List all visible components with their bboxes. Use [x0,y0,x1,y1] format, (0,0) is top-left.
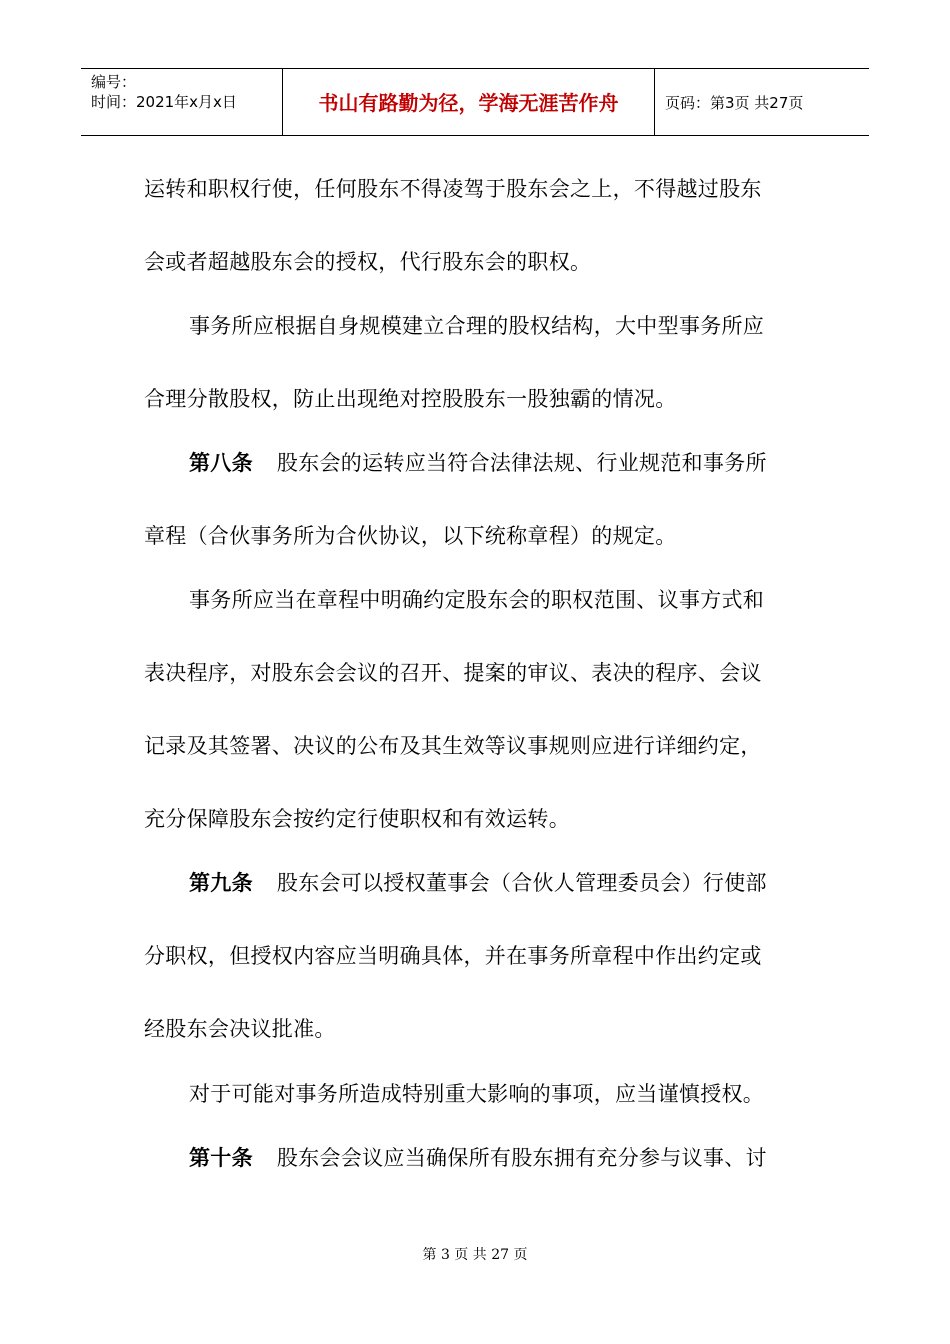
document-number-label: 编号： [91,73,137,91]
body-line: 分职权，但授权内容应当明确具体，并在事务所章程中作出约定或 [144,944,762,968]
body-line: 对于可能对事务所造成特别重大影响的事项，应当谨慎授权。 [189,1082,765,1106]
body-line: 会或者超越股东会的授权，代行股东会的职权。 [144,250,592,274]
body-line: 事务所应根据自身规模建立合理的股权结构，大中型事务所应 [189,314,765,338]
body-line: 章程（合伙事务所为合伙协议，以下统称章程）的规定。 [144,524,677,548]
header-page-cell [655,69,869,135]
document-header [81,68,869,136]
page-footer: 第 3 页 共 27 页 [422,1247,528,1263]
body-line: 记录及其签署、决议的公布及其生效等议事规则应进行详细约定， [144,734,762,758]
article-9-line: 第九条 股东会可以授权董事会（合伙人管理委员会）行使部 [189,871,767,895]
header-motto: 书山有路勤为径，学海无涯苦作舟 [318,91,619,115]
article-heading: 第十条 [189,1146,253,1170]
header-meta-cell [81,69,283,135]
article-10-line: 第十条 股东会会议应当确保所有股东拥有充分参与议事、讨 [189,1146,767,1170]
article-heading: 第八条 [189,451,253,475]
body-line: 充分保障股东会按约定行使职权和有效运转。 [144,807,570,831]
header-page-info: 页码：第3页 共27页 [665,94,804,112]
body-line: 合理分散股权，防止出现绝对控股股东一股独霸的情况。 [144,387,677,411]
body-line: 运转和职权行使，任何股东不得凌驾于股东会之上，不得越过股东 [144,177,762,201]
body-line: 表决程序，对股东会会议的召开、提案的审议、表决的程序、会议 [144,661,762,685]
body-line: 事务所应当在章程中明确约定股东会的职权范围、议事方式和 [189,588,765,612]
article-8-line: 第八条 股东会的运转应当符合法律法规、行业规范和事务所 [189,451,767,475]
header-motto-cell [283,69,655,135]
body-line: 经股东会决议批准。 [144,1017,336,1041]
article-heading: 第九条 [189,871,253,895]
document-date-label: 时间：2021年x月x日 [91,93,237,111]
